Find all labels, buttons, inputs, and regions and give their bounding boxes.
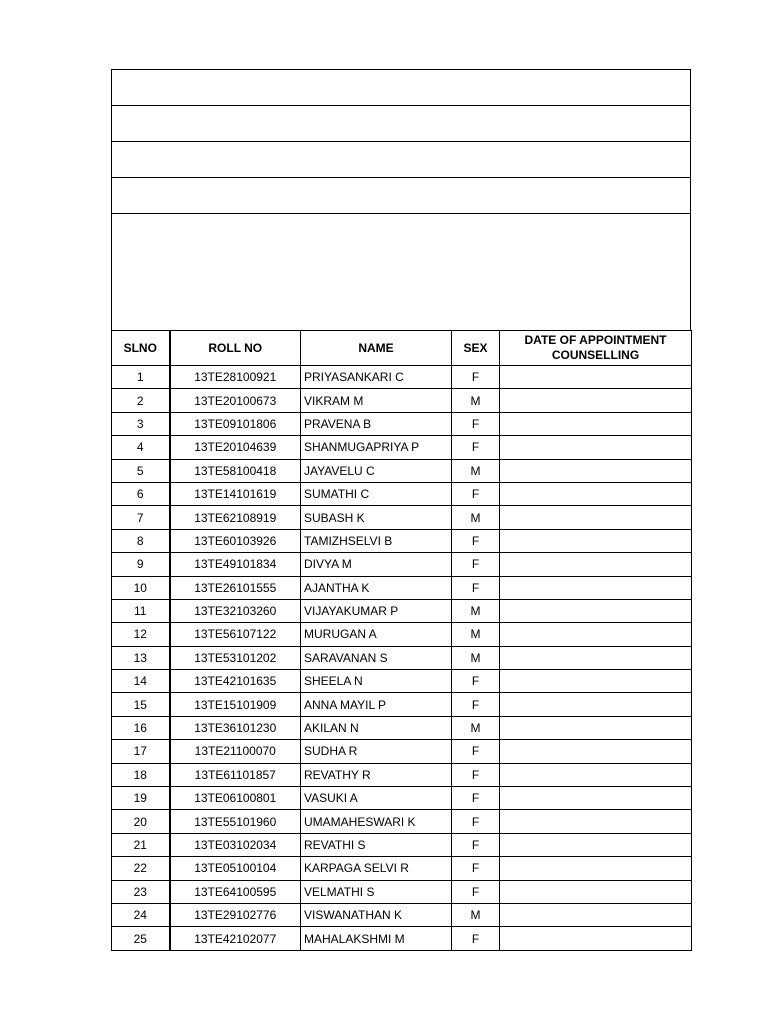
- cell-sex: M: [452, 459, 500, 482]
- cell-name: VELMATHI S: [301, 880, 452, 903]
- table-row: [112, 529, 692, 552]
- cell-date-of-appointment: [500, 903, 692, 926]
- cell-date-of-appointment: [500, 716, 692, 739]
- table-row: [112, 740, 692, 763]
- cell-roll-no: 13TE42101635: [170, 670, 301, 693]
- cell-roll-no: 13TE20100673: [170, 389, 301, 412]
- cell-roll-no: 13TE64100595: [170, 880, 301, 903]
- cell-name: TAMIZHSELVI B: [301, 529, 452, 552]
- table-row: [112, 880, 692, 903]
- cell-date-of-appointment: [500, 646, 692, 669]
- cell-slno: 14: [112, 670, 170, 693]
- cell-name: SUDHA R: [301, 740, 452, 763]
- cell-sex: F: [452, 763, 500, 786]
- cell-roll-no: 13TE28100921: [170, 366, 301, 389]
- cell-date-of-appointment: [500, 506, 692, 529]
- cell-name: SHEELA N: [301, 670, 452, 693]
- table-row: [112, 366, 692, 389]
- col-header-slno: SLNO: [112, 331, 170, 366]
- cell-date-of-appointment: [500, 857, 692, 880]
- cell-sex: F: [452, 787, 500, 810]
- cell-slno: 5: [112, 459, 170, 482]
- cell-roll-no: 13TE09101806: [170, 412, 301, 435]
- cell-date-of-appointment: [500, 833, 692, 856]
- cell-sex: F: [452, 880, 500, 903]
- cell-date-of-appointment: [500, 553, 692, 576]
- table-row: [112, 506, 692, 529]
- cell-name: AKILAN N: [301, 716, 452, 739]
- cell-sex: F: [452, 857, 500, 880]
- table-row: [112, 599, 692, 622]
- col-header-date: [500, 331, 692, 366]
- cell-name: VASUKI A: [301, 787, 452, 810]
- cell-sex: F: [452, 927, 500, 950]
- blank-header-row-4: [111, 177, 691, 213]
- cell-date-of-appointment: [500, 599, 692, 622]
- cell-sex: F: [452, 810, 500, 833]
- cell-roll-no: 13TE29102776: [170, 903, 301, 926]
- cell-name: KARPAGA SELVI R: [301, 857, 452, 880]
- cell-roll-no: 13TE26101555: [170, 576, 301, 599]
- cell-sex: M: [452, 646, 500, 669]
- cell-name: PRAVENA B: [301, 412, 452, 435]
- cell-name: MAHALAKSHMI M: [301, 927, 452, 950]
- cell-name: ANNA MAYIL P: [301, 693, 452, 716]
- blank-header-area: [111, 213, 691, 330]
- cell-date-of-appointment: [500, 670, 692, 693]
- table-row: [112, 389, 692, 412]
- cell-date-of-appointment: [500, 623, 692, 646]
- cell-roll-no: 13TE14101619: [170, 482, 301, 505]
- cell-date-of-appointment: [500, 389, 692, 412]
- cell-roll-no: 13TE53101202: [170, 646, 301, 669]
- cell-date-of-appointment: [500, 576, 692, 599]
- cell-sex: F: [452, 436, 500, 459]
- cell-slno: 2: [112, 389, 170, 412]
- table-row: [112, 412, 692, 435]
- cell-date-of-appointment: [500, 763, 692, 786]
- cell-sex: F: [452, 482, 500, 505]
- cell-name: REVATHY R: [301, 763, 452, 786]
- cell-roll-no: 13TE62108919: [170, 506, 301, 529]
- cell-roll-no: 13TE21100070: [170, 740, 301, 763]
- cell-slno: 16: [112, 716, 170, 739]
- cell-sex: F: [452, 693, 500, 716]
- cell-slno: 10: [112, 576, 170, 599]
- cell-date-of-appointment: [500, 927, 692, 950]
- cell-date-of-appointment: [500, 366, 692, 389]
- appointment-sheet: [111, 69, 691, 951]
- cell-name: JAYAVELU C: [301, 459, 452, 482]
- cell-slno: 3: [112, 412, 170, 435]
- cell-name: REVATHI S: [301, 833, 452, 856]
- cell-name: SARAVANAN S: [301, 646, 452, 669]
- table-row: [112, 787, 692, 810]
- cell-slno: 11: [112, 599, 170, 622]
- cell-name: AJANTHA K: [301, 576, 452, 599]
- cell-sex: F: [452, 412, 500, 435]
- cell-roll-no: 13TE60103926: [170, 529, 301, 552]
- table-row: [112, 436, 692, 459]
- cell-sex: M: [452, 389, 500, 412]
- cell-sex: M: [452, 903, 500, 926]
- cell-name: UMAMAHESWARI K: [301, 810, 452, 833]
- cell-date-of-appointment: [500, 787, 692, 810]
- cell-roll-no: 13TE55101960: [170, 810, 301, 833]
- cell-slno: 13: [112, 646, 170, 669]
- cell-slno: 24: [112, 903, 170, 926]
- candidate-table: [111, 330, 692, 951]
- table-row: [112, 576, 692, 599]
- table-row: [112, 857, 692, 880]
- cell-sex: M: [452, 506, 500, 529]
- cell-sex: F: [452, 576, 500, 599]
- cell-slno: 25: [112, 927, 170, 950]
- cell-slno: 21: [112, 833, 170, 856]
- cell-slno: 17: [112, 740, 170, 763]
- cell-date-of-appointment: [500, 810, 692, 833]
- cell-slno: 6: [112, 482, 170, 505]
- table-row: [112, 670, 692, 693]
- cell-date-of-appointment: [500, 693, 692, 716]
- table-row: [112, 833, 692, 856]
- table-row: [112, 903, 692, 926]
- blank-header-row-3: [111, 141, 691, 177]
- cell-roll-no: 13TE36101230: [170, 716, 301, 739]
- cell-name: SUBASH K: [301, 506, 452, 529]
- cell-sex: M: [452, 599, 500, 622]
- table-row: [112, 553, 692, 576]
- cell-sex: F: [452, 366, 500, 389]
- cell-slno: 7: [112, 506, 170, 529]
- cell-name: PRIYASANKARI C: [301, 366, 452, 389]
- cell-roll-no: 13TE03102034: [170, 833, 301, 856]
- table-row: [112, 482, 692, 505]
- cell-slno: 9: [112, 553, 170, 576]
- cell-sex: F: [452, 529, 500, 552]
- table-row: [112, 927, 692, 950]
- cell-roll-no: 13TE42102077: [170, 927, 301, 950]
- table-row: [112, 716, 692, 739]
- cell-slno: 8: [112, 529, 170, 552]
- table-row: [112, 459, 692, 482]
- cell-sex: F: [452, 740, 500, 763]
- cell-sex: F: [452, 833, 500, 856]
- cell-roll-no: 13TE32103260: [170, 599, 301, 622]
- table-row: [112, 810, 692, 833]
- cell-slno: 12: [112, 623, 170, 646]
- cell-roll-no: 13TE49101834: [170, 553, 301, 576]
- cell-name: VISWANATHAN K: [301, 903, 452, 926]
- cell-name: SHANMUGAPRIYA P: [301, 436, 452, 459]
- blank-header-row-2: [111, 105, 691, 141]
- cell-date-of-appointment: [500, 412, 692, 435]
- col-header-name: NAME: [301, 331, 452, 366]
- cell-date-of-appointment: [500, 529, 692, 552]
- cell-name: DIVYA M: [301, 553, 452, 576]
- cell-date-of-appointment: [500, 459, 692, 482]
- cell-slno: 18: [112, 763, 170, 786]
- cell-roll-no: 13TE56107122: [170, 623, 301, 646]
- cell-roll-no: 13TE20104639: [170, 436, 301, 459]
- col-header-sex: SEX: [452, 331, 500, 366]
- table-header-row: [112, 331, 692, 366]
- cell-slno: 23: [112, 880, 170, 903]
- table-row: [112, 646, 692, 669]
- cell-roll-no: 13TE61101857: [170, 763, 301, 786]
- cell-slno: 22: [112, 857, 170, 880]
- table-row: [112, 623, 692, 646]
- col-header-date-line2: COUNSELLING: [551, 348, 640, 362]
- cell-sex: M: [452, 623, 500, 646]
- blank-header-row-1: [111, 69, 691, 105]
- cell-name: VIJAYAKUMAR P: [301, 599, 452, 622]
- col-header-date-line1: DATE OF APPOINTMENT: [524, 333, 667, 347]
- cell-roll-no: 13TE06100801: [170, 787, 301, 810]
- cell-name: SUMATHI C: [301, 482, 452, 505]
- cell-roll-no: 13TE15101909: [170, 693, 301, 716]
- cell-name: VIKRAM M: [301, 389, 452, 412]
- cell-date-of-appointment: [500, 740, 692, 763]
- cell-roll-no: 13TE05100104: [170, 857, 301, 880]
- cell-slno: 19: [112, 787, 170, 810]
- cell-slno: 20: [112, 810, 170, 833]
- cell-name: MURUGAN A: [301, 623, 452, 646]
- cell-slno: 1: [112, 366, 170, 389]
- table-row: [112, 693, 692, 716]
- table-row: [112, 763, 692, 786]
- cell-sex: F: [452, 553, 500, 576]
- cell-slno: 15: [112, 693, 170, 716]
- cell-sex: F: [452, 670, 500, 693]
- cell-date-of-appointment: [500, 436, 692, 459]
- cell-roll-no: 13TE58100418: [170, 459, 301, 482]
- col-header-roll: ROLL NO: [170, 331, 301, 366]
- cell-sex: M: [452, 716, 500, 739]
- cell-date-of-appointment: [500, 880, 692, 903]
- cell-date-of-appointment: [500, 482, 692, 505]
- cell-slno: 4: [112, 436, 170, 459]
